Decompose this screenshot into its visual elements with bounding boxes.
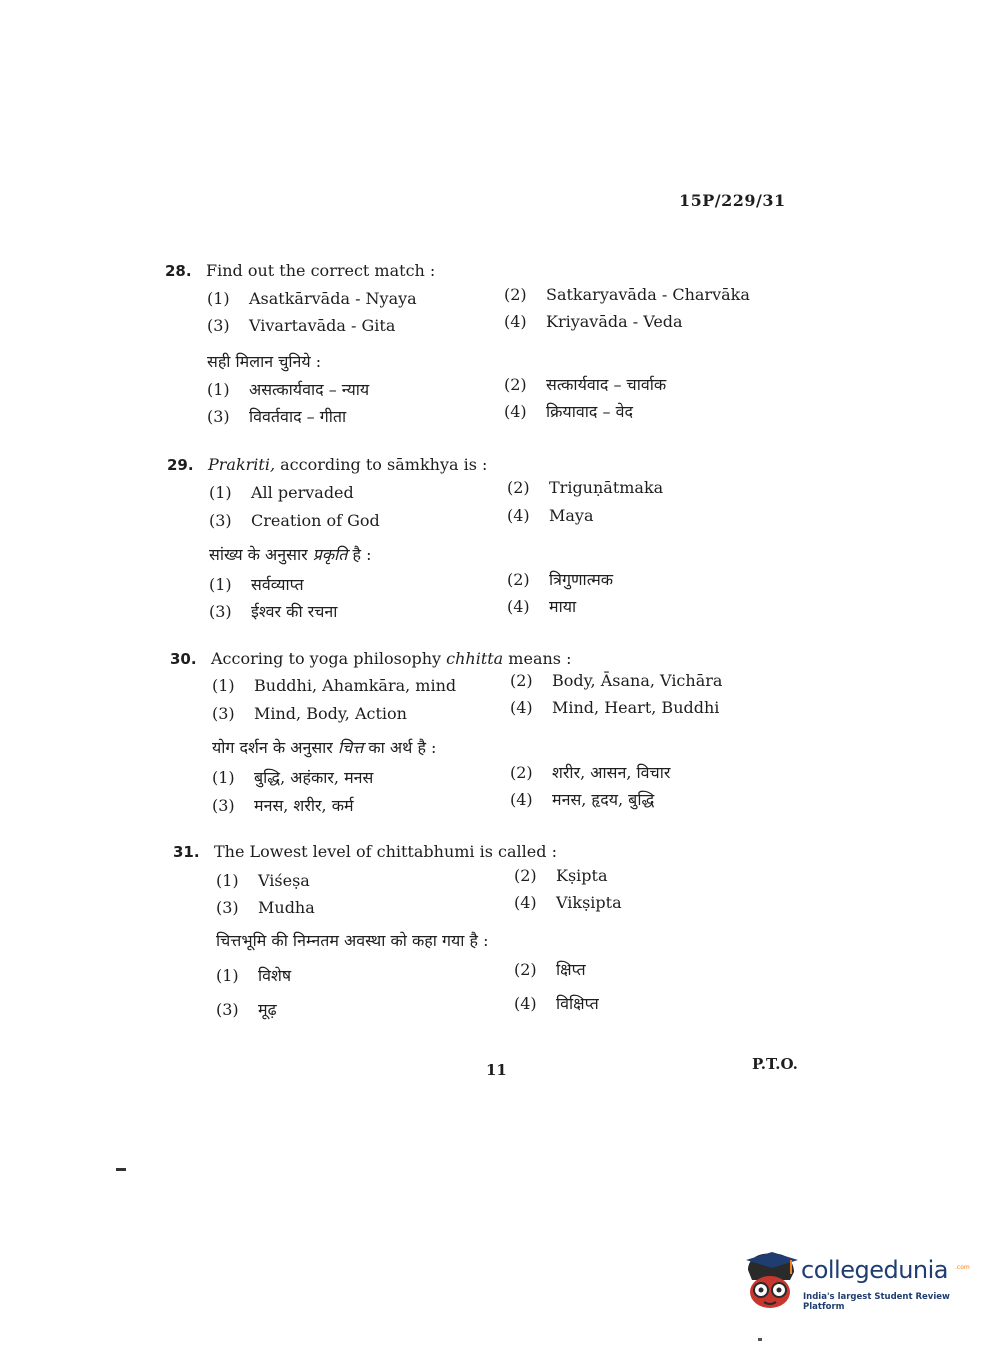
option-hi-1: (1) असत्कार्यवाद – न्याय [207, 380, 370, 399]
mascot-logo-icon [742, 1250, 802, 1312]
question-number: 29. [167, 456, 194, 474]
question-number: 30. [170, 650, 197, 668]
option-en-2: (2) Body, Āsana, Vichāra [510, 671, 723, 690]
option-hi-2: (2) शरीर, आसन, विचार [510, 763, 671, 782]
page-number: 11 [486, 1061, 507, 1079]
option-en-3: (3) Mind, Body, Action [212, 704, 407, 723]
stray-mark [116, 1168, 126, 1171]
option-en-4: (4) Vikṣipta [514, 893, 622, 912]
option-hi-2: (2) त्रिगुणात्मक [507, 570, 614, 589]
question-text: Accoring to yoga philosophy chhitta means : [211, 649, 572, 668]
question-stem-hi: चित्तभूमि की निम्नतम अवस्था को कहा गया है : [216, 931, 489, 950]
option-hi-1: (1) विशेष [216, 966, 292, 985]
option-en-1: (1) Asatkārvāda - Nyaya [207, 289, 417, 308]
option-hi-2: (2) सत्कार्यवाद – चार्वाक [504, 375, 667, 394]
option-en-1: (1) Viśeṣa [216, 871, 310, 890]
question-stem-hi: सांख्य के अनुसार प्रकृति है : [209, 545, 372, 564]
brand-tagline: India's largest Student Review Platform [803, 1292, 950, 1312]
option-hi-4: (4) विक्षिप्त [514, 994, 599, 1013]
option-hi-1: (1) बुद्धि, अहंकार, मनस [212, 768, 374, 787]
brand-dotcom: .com [955, 1264, 970, 1271]
option-en-2: (2) Satkaryavāda - Charvāka [504, 285, 750, 304]
option-en-3: (3) Mudha [216, 898, 315, 917]
option-en-3: (3) Creation of God [209, 511, 380, 530]
option-hi-3: (3) मूढ़ [216, 1000, 277, 1019]
question-stem-hi: सही मिलान चुनिये : [207, 352, 322, 371]
option-en-1: (1) All pervaded [209, 483, 354, 502]
collegedunia-watermark [742, 1250, 972, 1320]
option-hi-4: (4) क्रियावाद – वेद [504, 402, 633, 421]
option-en-1: (1) Buddhi, Ahamkāra, mind [212, 676, 457, 695]
option-en-4: (4) Maya [507, 506, 594, 525]
option-hi-3: (3) ईश्वर की रचना [209, 602, 338, 621]
question-text: Prakriti, according to sāmkhya is : [208, 455, 488, 474]
option-hi-4: (4) माया [507, 597, 577, 616]
question-text: The Lowest level of chittabhumi is called : [214, 842, 557, 861]
option-en-3: (3) Vivartavāda - Gita [207, 316, 396, 335]
option-en-2: (2) Kṣipta [514, 866, 608, 885]
option-hi-3: (3) विवर्तवाद – गीता [207, 407, 347, 426]
option-hi-2: (2) क्षिप्त [514, 960, 586, 979]
brand-name: collegedunia [801, 1256, 949, 1284]
option-hi-1: (1) सर्वव्याप्त [209, 575, 304, 594]
option-en-4: (4) Mind, Heart, Buddhi [510, 698, 720, 717]
option-hi-4: (4) मनस, हृदय, बुद्धि [510, 790, 655, 809]
question-stem-hi: योग दर्शन के अनुसार चित्त का अर्थ है : [212, 738, 437, 757]
question-text: Find out the correct match : [206, 261, 436, 280]
pto-label: P.T.O. [752, 1055, 798, 1073]
paper-code: 15P/229/31 [679, 191, 786, 210]
option-en-4: (4) Kriyavāda - Veda [504, 312, 683, 331]
option-en-2: (2) Triguṇātmaka [507, 478, 664, 497]
question-number: 31. [173, 843, 200, 861]
stray-mark [758, 1338, 762, 1341]
option-hi-3: (3) मनस, शरीर, कर्म [212, 796, 354, 815]
question-number: 28. [165, 262, 192, 280]
